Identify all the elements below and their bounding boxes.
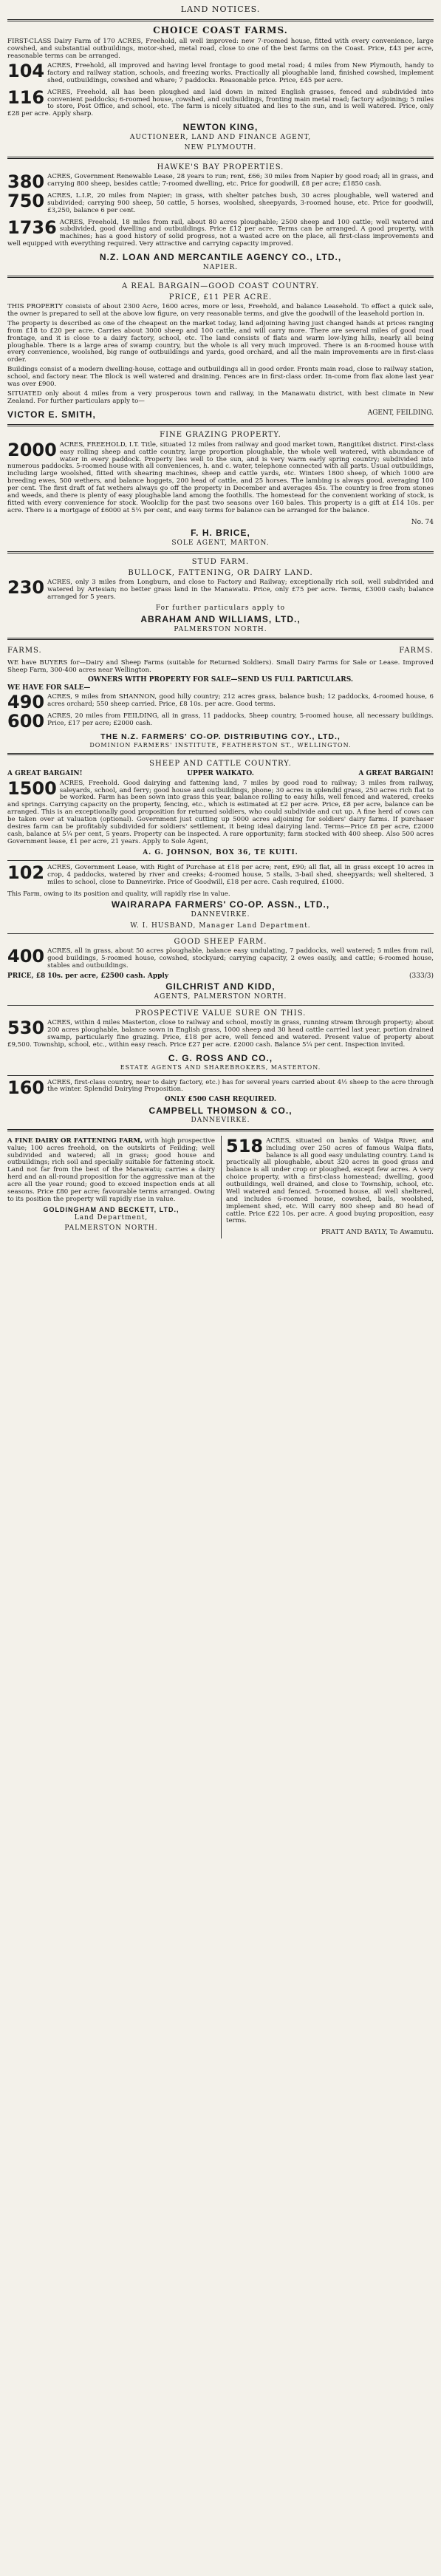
agent-row [7,408,434,420]
ad-text: ACRES, L.I.P., 20 miles from Napier; in grass, with shelter patches bush, 30 acres ploughable, well watered and subdivided; carrying 900 sheep, 50 cattle, 5 horses, woolshed, sheepyards, 3-roomed house, etc. Price for goodwill, £3,250, balance 6 per cent. [47,191,434,214]
bottom-columns [7,1136,434,1238]
ad-hawkes-1 [7,171,434,193]
agent-line: AGENT, FEILDING. [367,409,434,417]
bottom-right [221,1136,434,1238]
agent-name: WAIRARAPA FARMERS' CO-OP. ASSN., LTD., [111,899,330,910]
ad-text: ACRES, within 4 miles Masterton, close to railway and school, mostly in grass, running stream through property; about 200 acres ploughable, balance sown in English grass, 1000 sheep and 30 head cattle carried last year, portion drained swamp, particularly fine grazing. Price, £18 per acre, well fenced and watered. Present value of property about £9,500. Township, school, etc., within easy reach. Price £27 per acre. £2000 cash. Balance 5¼ per cent. Inspection invited. [7,1019,434,1049]
agent-line: DOMINION FARMERS' INSTITUTE, FEATHERSTON ST., WELLINGTON. [89,741,352,749]
ad-choice-2 [7,63,434,85]
divider [7,860,434,861]
acre-number: 530 [7,1018,45,1039]
ad-grazing-1 [7,439,434,515]
ad-text: ACRES, only 3 miles from Longburn, and close to Factory and Railway; exceptionally rich soil, well subdivided and watered by Artesian; no better grass land in the Manawatu. Price, only £75 per acre. Terms, £3000 cash; balance arranged for 5 years. [47,579,434,601]
agent-name: THE N.Z. FARMERS' CO-OP. DISTRIBUTING COY., LTD., [100,732,341,741]
acre-number: 518 [226,1135,264,1156]
divider [7,638,434,640]
divider [7,1129,434,1131]
ad-bargain-p2: The property is described as one of the cheapest on the market today, land adjoining having just changed hands at prices ranging from £18 to £20 per acre. Carries about 3000 sheep and 100 cattle, and will carry more. There are several miles of good road frontage, and it is close to a dairy factory, school, etc. The land consists of flats and warm low-lying hills, nearly all being ploughable. There is a large area of swamp country, but the whole is all very much improved. There is an 8-roomed house with every convenience, woolshed, big range of outbuildings and yards, good orchard, and all the main improvements are in first-class order. [7,319,434,364]
farms-owners: OWNERS WITH PROPERTY FOR SALE—SEND US FULL PARTICULARS. [87,676,354,684]
ad-heading: A FINE DAIRY OR FATTENING FARM, [7,1137,143,1145]
acre-number: 750 [7,190,45,211]
ad-text: ACRES, 20 miles from FEILDING, all in grass, 11 paddocks, 5heep country, 5-roomed house, all necessary buildings. Price, £17 per acre; £2000 cash. [47,712,434,727]
agent-name: VICTOR E. SMITH, [7,409,96,420]
acre-number: 230 [7,577,45,599]
agent-name: GOLDINGHAM AND BECKETT, LTD., [43,1205,180,1213]
ad-choice-3 [7,86,434,119]
acre-number: 400 [7,946,45,967]
ad-sheepcattle-1 [7,777,434,846]
cash-line: ONLY £500 CASH REQUIRED. [164,1096,277,1104]
ad-sheepcattle-2 [7,862,434,887]
section-subtitle-bargain: PRICE, £11 PER ACRE. [168,293,273,301]
ad-prospective-1 [7,1020,434,1049]
ad-ref: (333/3) [409,972,434,981]
page-header: LAND NOTICES. [180,4,261,14]
ad-goodsheep-1 [7,948,434,970]
bargain-row [7,770,434,777]
agent-line: NEW PLYMOUTH. [184,144,257,152]
agent-name: GILCHRIST AND KIDD, [165,981,276,992]
ad-bargain-p1: THIS PROPERTY consists of about 2300 Acre, 1600 acres, more or less, Freehold, and balance Leasehold. To effect a quick sale, the owner is prepared to sell at the above low figure, on very reasonable terms, and give the goodwill of the leasehold portion in. [7,303,434,318]
ad-hawkes-2 [7,190,434,215]
ad-farms-2 [7,710,434,732]
ad-choice-1: FIRST-CLASS Dairy Farm of 170 ACRES, Freehold, all well improved: new 7-roomed house, fitted with every convenience, large cowshed, and substantial outbuildings, motor-shed, metal road, close to one of the best farms on the Coast. Price, £43 per acre, reasonable terms can be arranged. [7,38,434,61]
section-title-goodsheep: GOOD SHEEP FARM. [174,937,267,946]
agent-line: PRATT AND BAYLY, Te Awamutu. [321,1229,434,1237]
ad-sheepcattle-2b: This Farm, owing to its position and quality, will rapidly rise in value. [7,890,230,898]
agent-line: Land Department, [74,1213,148,1221]
section-subtitle-stud: BULLOCK, FATTENING, OR DAIRY LAND. [128,568,313,577]
farms-have: WE HAVE FOR SALE— [7,684,91,692]
agent-name: CAMPBELL THOMSON & CO., [148,1105,293,1116]
section-title-hawkes: HAWKE'S BAY PROPERTIES. [157,163,284,171]
divider [7,19,434,21]
acre-number: 160 [7,1077,45,1098]
divider [7,551,434,553]
section-title-stud: STUD FARM. [191,558,250,567]
section-title-prospective: PROSPECTIVE VALUE SURE ON THIS. [134,1009,307,1018]
section-title-choice: CHOICE COAST FARMS. [153,24,288,35]
section-title-bargain: A REAL BARGAIN—GOOD COAST COUNTRY. [121,282,320,291]
acre-number: 104 [7,61,45,82]
acre-number: 116 [7,86,45,108]
agent-line: SOLE AGENT, MARTON. [171,539,270,547]
ad-text: ACRES, Freehold, 18 miles from rail, about 80 acres ploughable; 2500 sheep and 100 cattle; well watered and subdivided, good dwelling and outbuildings. Price £12 per acre. Terms can be arranged. A good property, with machines; has a good history of solid progress, not a wasted acre on the place, all first-class improvements and well equipped with everything required. Very attractive and carrying capacity improved. [7,218,434,248]
ad-text: with high prospective value; 100 acres freehold, on the outskirts of Feilding; well subdivided and watered; all in grass; good house and outbuildings; rich soil and specially suitable for fattening stock. Land not far from the best of the Manawatu; carries a dairy herd and an all-round proposition for the aggressive man at the acre all the year round; good to exceed inspection ends at all seasons. Price £80 per acre; favourable terms arranged. Owing to its position the property will rapidly rise in value. [7,1137,215,1203]
ad-bottom-left [7,1138,215,1204]
agent-line: AGENTS, PALMERSTON NORTH. [154,993,287,1001]
acre-number: 490 [7,692,45,713]
section-title-grazing: FINE GRAZING PROPERTY. [160,431,281,440]
bargain-right: A GREAT BARGAIN! [358,770,434,778]
agent-line: NAPIER. [202,263,239,271]
ad-ref: No. 74 [411,518,434,526]
ad-farms-p1: WE have BUYERS for—Dairy and Sheep Farms (suitable for Returned Soldiers). Small Dairy Farms for Sale or Lease. Improved Sheep Farm, 300-400 acres near Wellington. [7,658,434,674]
bargain-mid: UPPER WAIKATO. [187,770,254,778]
ad-text: ACRES, Government Lease, with Right of Purchase at £18 per acre; rent, £90; all flat, all in grass except 10 acres in crop, 4 paddocks, watered by river and creeks; 4-roomed house, 5 stalls, 3-bail shed, sheepyards; well sheltered, 3 miles to school, close to Dannevirke. Price of Goodwill, £18 per acre. Cash required, £1000. [47,863,434,886]
farms-title-right: FARMS. [399,647,434,655]
ad-text: ACRES, FREEHOLD, I.T. Title, situated 12 miles from railway and good market town, Rangitikei district. First-class easy rolling sheep and cattle country, large proportion ploughable, the whole well watered, with abundance of water in every paddock. Property lies well to the sun, and is very warm early spring country; subdivided into numerous paddocks. 5-roomed house with all conveniences, h. and c. water, telephone connected with all parts. Usual outbuildings, including large woolshed, fitted with shearing machines, sheep and cattle yards, etc. Winters 1800 sheep, of which 1000 are breeding ewes, 500 wethers, and balance hoggets, 200 head of cattle, and 25 horses. The lambing is always good, averaging 100 per cent. The first draft of fat wethers always go off the property in December and averages 45s. The country is free from stones and weeds, and there is plenty of easy ploughable land among the foothills. The homestead for the convenient working of stock, is fitted with every convenience for stock. Woolclip for the past two seasons over 160 bales. This property is a gift at £14 10s. per acre. There is a mortgage of £6000 at 5¼ per cent, and easy terms for balance can be arranged for the balance. [7,440,434,514]
divider [7,1075,434,1076]
agent-line: AUCTIONEER, LAND AND FINANCE AGENT, [129,133,312,141]
ad-farms-1 [7,692,434,713]
agent-name: ABRAHAM AND WILLIAMS, LTD., [140,614,301,625]
ad-hawkes-3 [7,219,434,249]
divider [7,1005,434,1006]
ad-text: ACRES, situated on banks of Waipa River, and including over 250 acres of famous Waipa flats, balance is all good easy undulating country. Land is practically all ploughable, about 320 acres in good grass and balance is all under crop or ploughed, except few acres. A very choice property, with a first-class homestead; dwelling, good outbuildings, well drained, and close to Township, school, etc. Well watered and fenced. 5-roomed house, all well sheltered, and includes 6-roomed house, cowshed, bails, woolshed, implement shed, etc. Will carry 800 sheep and 80 head of cattle. Price £22 10s. per acre. A good buying proposition, easy terms. [226,1137,434,1225]
acre-number: 600 [7,710,45,732]
agent-line: ESTATE AGENTS AND SHAREBROKERS, MASTERTON. [120,1064,321,1071]
divider [7,276,434,278]
ad-bottom-right [226,1135,434,1226]
divider [7,933,434,934]
agent-line: DANNEVIRKE. [191,911,250,919]
ad-text: ACRES, Freehold. Good dairying and fattening land, 7 miles by good road to railway; 3 miles from railway, saleyards, school, and ferry; good house and outbuildings, phone; 30 acres in splendid grass, 250 acres rich flat to be worked. Farm has been sown into grass this year, balance rolling to easy hills, well fenced and watered, creeks and springs. Carrying capacity on the property, fencing, etc., which is estimated at £2 per acre. Price, £8 per acre, balance can be arranged. This is an exceptionally good proposition for returned soldiers, who could subdivide and cut up. A fine herd of cows can be taken over at valuation (optional). Government just cutting up 5000 acres adjoining for soldiers' dairy farms. If purchaser desires farm can be profitably subdivided for soldiers' settlement, it being ideal dairying land. Terms—Price £8 per acre, £2000 cash, balance at 5¼ per cent, 5 years. Property can be inspected. A rare opportunity; farm stocked with 400 sheep. Also 500 acres Government lease, £1 per acre, 21 years. Apply to Sole Agent, [7,779,434,845]
agent-name: NEWTON KING, [182,122,259,133]
ad-bargain-p4: SITUATED only about 4 miles from a very prosperous town and railway, in the Manawatu district, with best climate in New Zealand. For further particulars apply to— [7,389,434,405]
acre-number: 102 [7,862,45,883]
agent-line: A. G. JOHNSON, BOX 36, TE KUITI. [143,848,298,856]
ad-text: ACRES, Government Renewable Lease, 28 years to run; rent, £66; 30 miles from Napier by good road; all in grass, and carrying 800 sheep, besides cattle; 7-roomed dwelling, etc. Price for goodwill, £8 per acre; £1850 cash. [47,173,434,188]
farms-title-left: FARMS. [7,647,42,655]
farms-heading [7,644,434,658]
bottom-left [7,1136,215,1238]
agent-line: DANNEVIRKE. [191,1117,250,1125]
ad-text: ACRES, first-class country, near to dairy factory, etc.) has for several years carried about 4½ sheep to the acre through the winter. Splendid Dairying Proposition. [47,1078,434,1094]
bargain-left: A GREAT BARGAIN! [7,770,83,778]
acre-number: 380 [7,171,45,193]
ad-text: ACRES, Freehold, all has been ploughed and laid down in mixed English grasses, fenced and subdivided into convenient paddocks; 6-roomed house, cowshed, and outbuildings, fronting main metal road; factory adjoining; 5 miles to store, Post Office, and school, etc. The farm is nicely situated and lies to the sun, and is well watered. Price, only £28 per acre. Apply sharp. [7,88,434,118]
divider [7,424,434,426]
acre-number: 2000 [7,439,57,460]
ad-stud-1 [7,579,434,602]
price-line: PRICE, £8 10s. per acre, £2500 cash. Apply [7,972,169,981]
divider [7,157,434,159]
agent-line: PALMERSTON NORTH. [174,625,267,633]
agent-name: C. G. ROSS AND CO., [168,1052,273,1063]
ad-bargain-p3: Buildings consist of a modern dwelling-house, cottage and outbuildings all in good order. Fronts main road, close to railway station, school, and factory near. The Block is well watered and draining. Fences are in first-class order. In-come from flax alone last year was over £900. [7,366,434,388]
agent-name: F. H. BRICE, [191,527,250,538]
further-particulars: For further particulars apply to [155,604,286,612]
agent-name: N.Z. LOAN AND MERCANTILE AGENCY CO., LTD., [99,252,342,263]
acre-number: 1500 [7,777,57,799]
ad-text: ACRES, Freehold, all improved and having level frontage to good metal road; 4 miles from New Plymouth, handy to factory and railway station, schools, and freezing works. Practically all ploughable land, finished cowshed, implement shed, outbuildings, cowshed and whare; 7 paddocks. Reasonable price. Price, £45 per acre. [47,62,434,84]
acre-number: 1736 [7,217,57,238]
ad-campbell-1 [7,1077,434,1098]
divider [7,753,434,755]
price-row [7,972,434,980]
agent-line: PALMERSTON NORTH. [64,1224,158,1233]
ad-text: ACRES, 9 miles from SHANNON, good hilly country; 212 acres grass, balance bush; 12 paddocks, 4-roomed house, 6 acres orchard; 550 sheep carried. Price, £8 10s. per acre. Good terms. [47,693,434,709]
agent-line: W. I. HUSBAND, Manager Land Department. [130,921,311,930]
section-title-sheepcattle: SHEEP AND CATTLE COUNTRY. [149,759,292,768]
ad-text: ACRES, all in grass, about 50 acres ploughable, balance easy undulating, 7 paddocks, well watered; 5 miles from rail, good buildings, 5-roomed house, cowshed, stockyard; carrying capacity, 2 ewes easily, and cattle; 6-roomed house, stables and outbuildings. [47,947,434,970]
